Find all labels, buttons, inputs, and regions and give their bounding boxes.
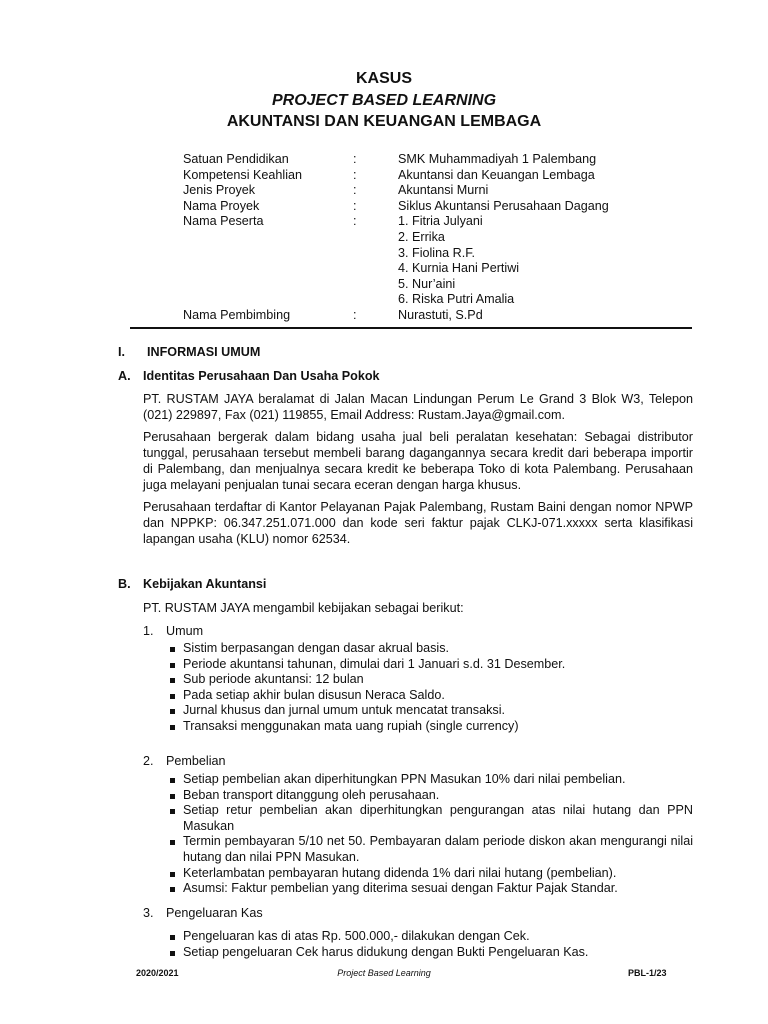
info-row-nama-proyek	[183, 199, 718, 215]
subsection-title: Identitas Perusahaan Dan Usaha Pokok	[143, 369, 380, 383]
peserta-name: 3. Fiolina R.F.	[398, 245, 475, 260]
footer-page-number: PBL-1/23	[628, 968, 667, 978]
policy-heading: Pengeluaran Kas	[166, 906, 263, 920]
peserta-name: 6. Riska Putri Amalia	[398, 292, 515, 307]
list-item: Periode akuntansi tahunan, dimulai dari 1 Januari s.d. 31 Desember.	[165, 657, 693, 673]
list-item: Pada setiap akhir bulan disusun Neraca Saldo.	[165, 688, 693, 704]
tax-paragraph: Perusahaan terdaftar di Kantor Pelayanan Pajak Palembang, Rustam Baini dengan nomor NPWP dan NPPKP: 06.347.251.071.000 dan kode seri faktur pajak CLKJ-071.xxxxx serta klasifikasi lapangan usaha (KLU) nomor 62534.	[143, 500, 693, 546]
info-colon: :	[353, 167, 357, 182]
info-label: Nama Pembimbing	[183, 307, 291, 322]
list-item: Beban transport ditanggung oleh perusahaan.	[165, 788, 693, 804]
list-item: Sistim berpasangan dengan dasar akrual basis.	[165, 641, 693, 657]
info-value: Akuntansi dan Keuangan Lembaga	[398, 167, 595, 182]
subsection-title: Kebijakan Akuntansi	[143, 577, 267, 591]
business-paragraph: Perusahaan bergerak dalam bidang usaha jual beli peralatan kesehatan: Sebagai distributor tunggal, perusahaan tersebut membeli barang dagangannya secara kredit dari beberapa importir di Palembang, dan menjualnya secara kredit ke beberapa Toko di kota Palembang. Perusahaan juga melayani penjualan tunai secara eceran dengan harga khusus.	[143, 430, 693, 492]
info-row-kompetensi	[183, 168, 718, 184]
doc-title-kasus: KASUS	[355, 70, 412, 87]
list-item: Setiap retur pembelian akan diperhitungkan pengurangan atas nilai hutang dan PPN Masukan	[165, 803, 693, 834]
peserta-name: 2. Errika	[398, 229, 445, 244]
info-colon: :	[353, 198, 357, 213]
info-value: 1. Fitria Julyani	[398, 214, 483, 229]
policy-list-pengeluaran-kas	[165, 929, 693, 960]
info-colon: :	[353, 152, 357, 166]
doc-title-pbl: PROJECT BASED LEARNING	[271, 92, 497, 109]
policy-list-pembelian	[165, 772, 693, 897]
policy-heading: Pembelian	[166, 754, 226, 768]
list-item: Setiap pembelian akan diperhitungkan PPN Masukan 10% dari nilai pembelian.	[165, 772, 693, 788]
policy-number: 1.	[143, 624, 154, 638]
info-value: Siklus Akuntansi Perusahaan Dagang	[398, 198, 609, 213]
policy-intro: PT. RUSTAM JAYA mengambil kebijakan sebagai berikut:	[143, 601, 464, 615]
info-label: Jenis Proyek	[183, 183, 256, 198]
list-item: Sub periode akuntansi: 12 bulan	[165, 672, 693, 688]
list-item: Jurnal khusus dan jurnal umum untuk mencatat transaksi.	[165, 703, 693, 719]
header-divider	[130, 327, 692, 329]
info-value: Akuntansi Murni	[398, 183, 489, 198]
info-value: SMK Muhammadiyah 1 Palembang	[398, 152, 597, 166]
info-label: Nama Peserta	[183, 214, 264, 229]
info-row-peserta	[183, 214, 718, 230]
info-row-pembimbing	[183, 308, 718, 324]
list-item: Setiap pengeluaran Cek harus didukung dengan Bukti Pengeluaran Kas.	[165, 945, 693, 961]
info-label: Satuan Pendidikan	[183, 152, 289, 166]
company-address-paragraph: PT. RUSTAM JAYA beralamat di Jalan Macan Lindungan Perum Le Grand 3 Blok W3, Telepon (021) 229897, Fax (021) 119855, Email Address: Rustam.Jaya@gmail.com.	[143, 392, 693, 422]
footer-title: Project Based Learning	[337, 968, 431, 978]
info-row-jenis	[183, 183, 718, 199]
info-colon: :	[353, 307, 357, 322]
subsection-letter: B.	[118, 577, 131, 591]
info-label: Kompetensi Keahlian	[183, 167, 303, 182]
footer-year: 2020/2021	[136, 968, 179, 978]
policy-number: 2.	[143, 754, 154, 768]
section-number: I.	[118, 345, 125, 359]
policy-heading: Umum	[166, 624, 204, 638]
list-item: Termin pembayaran 5/10 net 50. Pembayaran dalam periode diskon akan mengurangi nilai hutang dan nilai PPN Masukan.	[165, 834, 693, 865]
list-item: Pengeluaran kas di atas Rp. 500.000,- dilakukan dengan Cek.	[165, 929, 693, 945]
info-colon: :	[353, 183, 357, 198]
policy-number: 3.	[143, 906, 154, 920]
project-info-table	[183, 152, 718, 324]
info-colon: :	[353, 214, 357, 229]
info-label: Nama Proyek	[183, 198, 260, 213]
doc-title-akl: AKUNTANSI DAN KEUANGAN LEMBAGA	[226, 113, 542, 130]
peserta-name: 5. Nur’aini	[398, 276, 456, 291]
list-item: Keterlambatan pembayaran hutang didenda 1% dari nilai hutang (pembelian).	[165, 866, 693, 882]
section-title: INFORMASI UMUM	[147, 345, 261, 359]
list-item: Transaksi menggunakan mata uang rupiah (single currency)	[165, 719, 693, 735]
peserta-name: 4. Kurnia Hani Pertiwi	[398, 261, 520, 276]
policy-list-umum	[165, 641, 693, 735]
info-row-satuan	[183, 152, 718, 168]
list-item: Asumsi: Faktur pembelian yang diterima sesuai dengan Faktur Pajak Standar.	[165, 881, 693, 897]
info-value: Nurastuti, S.Pd	[398, 307, 483, 322]
subsection-letter: A.	[118, 369, 131, 383]
